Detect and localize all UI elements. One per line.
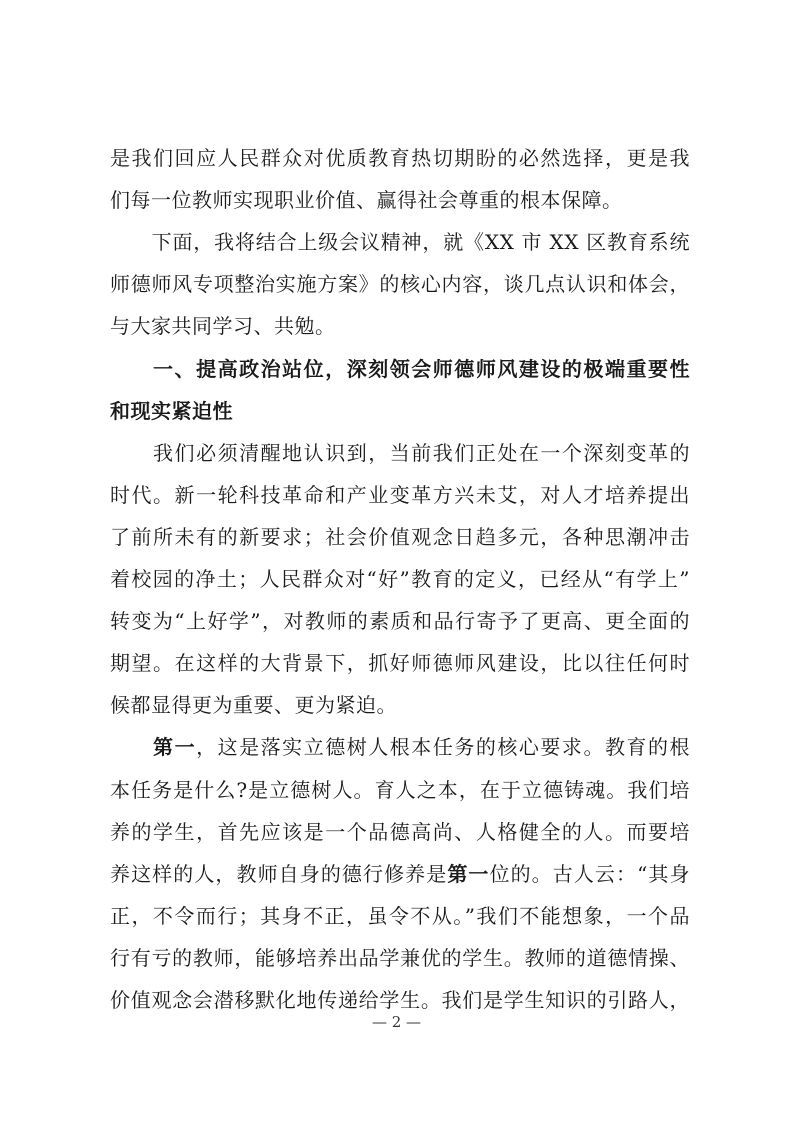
section-heading: 和现实紧迫性	[110, 399, 233, 423]
page-number: — 2 —	[371, 1013, 422, 1031]
body-line: 与大家共同学习、共勉。	[110, 314, 336, 338]
body-line: 候都显得更为重要、更为紧迫。	[110, 693, 397, 717]
section-heading: 一、提高政治站位，深刻领会师德师风建设的极端重要性	[110, 357, 690, 381]
inline-bold-label: 第一	[153, 735, 197, 759]
body-line: 本任务是什么?是立德树人。育人之本，在于立德铸魂。我们培	[110, 778, 690, 802]
body-line: 正，不令而行；其身不正，虽令不从。”我们不能想象，一个品	[110, 904, 690, 928]
body-line-text: ，这是落实立德树人根本任务的核心要求。教育的根	[196, 735, 691, 759]
body-line-prefix: 养这样的人，教师自身的德行修养是	[110, 862, 448, 886]
body-line	[110, 860, 690, 888]
body-line: 师德师风专项整治实施方案》的核心内容，谈几点认识和体会，	[110, 272, 690, 296]
body-line	[110, 733, 690, 761]
body-line: 我们必须清醒地认识到，当前我们正处在一个深刻变革的	[110, 441, 690, 465]
body-line: 转变为“上好学”，对教师的素质和品行寄予了更高、更全面的	[110, 609, 690, 633]
body-line: 了前所未有的新要求；社会价值观念日趋多元，各种思潮冲击	[110, 525, 690, 549]
body-line: 们每一位教师实现职业价值、赢得社会尊重的根本保障。	[110, 188, 623, 212]
body-line: 价值观念会潜移默化地传递给学生。我们是学生知识的引路人，	[110, 988, 690, 1012]
body-line: 行有亏的教师，能够培养出品学兼优的学生。教师的道德情操、	[110, 946, 690, 970]
inline-bold-label: 第一	[447, 862, 490, 886]
body-line: 养的学生，首先应该是一个品德高尚、人格健全的人。而要培	[110, 820, 690, 844]
body-line: 下面，我将结合上级会议精神，就《XX 市 XX 区教育系统	[110, 230, 690, 254]
body-line: 着校园的净土；人民群众对“好”教育的定义，已经从“有学上”	[110, 567, 690, 591]
body-line-text: 位的。古人云：“其身	[489, 862, 690, 886]
body-line: 时代。新一轮科技革命和产业变革方兴未艾，对人才培养提出	[110, 483, 690, 507]
body-line: 是我们回应人民群众对优质教育热切期盼的必然选择，更是我	[110, 146, 690, 170]
body-line: 期望。在这样的大背景下，抓好师德师风建设，比以往任何时	[110, 651, 690, 675]
